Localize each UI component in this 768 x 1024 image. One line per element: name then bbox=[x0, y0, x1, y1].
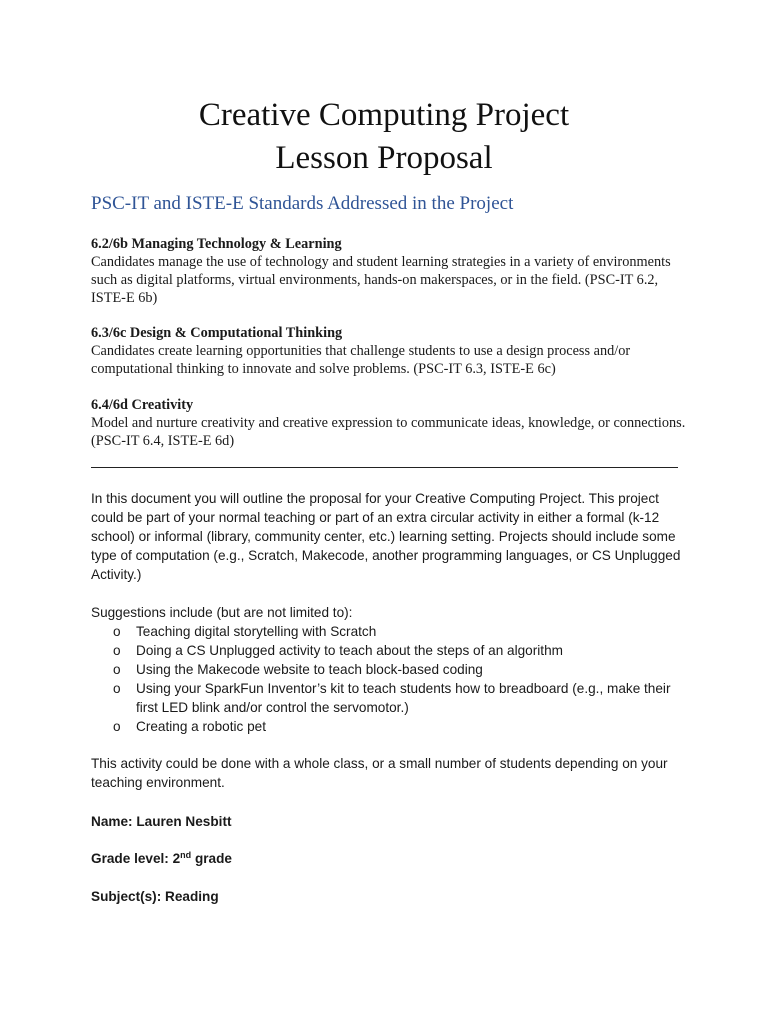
standard-item bbox=[91, 324, 691, 378]
bullet-marker: o bbox=[113, 719, 121, 734]
intro-paragraph: In this document you will outline the proposal for your Creative Computing Project. This project could be part of your normal teaching or part of an extra circular activity in either a formal (k-12 school) or informal (library, community center, etc.) learning setting. Projects should include some type of computation (e.g., Scratch, Makecode, another programming languages, or CS Unplugged Activity.) bbox=[91, 491, 681, 582]
bullet-marker: o bbox=[113, 681, 121, 696]
grade-level-ordinal: nd bbox=[180, 850, 192, 860]
suggestions-lead: Suggestions include (but are not limited to): bbox=[91, 605, 353, 620]
document-title-line-2: Lesson Proposal bbox=[275, 140, 493, 176]
list-item bbox=[91, 660, 691, 679]
horizontal-divider bbox=[91, 467, 678, 468]
list-item-text: Teaching digital storytelling with Scratch bbox=[136, 624, 377, 639]
list-item-text: Creating a robotic pet bbox=[136, 719, 266, 734]
standard-description: Candidates create learning opportunities that challenge students to use a design process and/or computational thinking to innovate and solve problems. (PSC-IT 6.3, ISTE-E 6c) bbox=[91, 343, 631, 377]
standard-description: Model and nurture creativity and creative expression to communicate ideas, knowledge, or connections. (PSC-IT 6.4, ISTE-E 6d) bbox=[91, 415, 686, 449]
document-title-line-1: Creative Computing Project bbox=[198, 97, 570, 133]
list-item bbox=[91, 641, 691, 660]
list-item bbox=[91, 717, 691, 736]
standard-title: 6.2/6b Managing Technology & Learning bbox=[91, 236, 342, 252]
bullet-marker: o bbox=[113, 643, 121, 658]
grade-level-field bbox=[91, 849, 232, 868]
standard-title: 6.3/6c Design & Computational Thinking bbox=[91, 325, 343, 341]
standard-title: 6.4/6d Creativity bbox=[91, 397, 194, 413]
name-field: Name: Lauren Nesbitt bbox=[91, 814, 232, 829]
list-item bbox=[91, 622, 691, 641]
bullet-marker: o bbox=[113, 662, 121, 677]
bullet-marker: o bbox=[113, 624, 121, 639]
standard-description: Candidates manage the use of technology and student learning strategies in a variety of environments such as digital platforms, virtual environments, hands-on makerspaces, or in the field. (PSC-IT 6.2, ISTE-E 6b) bbox=[91, 254, 671, 306]
standard-item bbox=[91, 396, 691, 450]
list-item-text: Using your SparkFun Inventor’s kit to teach students how to breadboard (e.g., make their first LED blink and/or control the servomotor.) bbox=[136, 681, 671, 715]
standards-heading: PSC-IT and ISTE-E Standards Addressed in the Project bbox=[91, 193, 514, 214]
suggestions-list bbox=[91, 622, 691, 736]
grade-level-suffix: grade bbox=[191, 851, 232, 866]
standard-item bbox=[91, 235, 691, 307]
closing-paragraph: This activity could be done with a whole class, or a small number of students depending on your teaching environment. bbox=[91, 756, 668, 790]
list-item-text: Doing a CS Unplugged activity to teach about the steps of an algorithm bbox=[136, 643, 563, 658]
list-item-text: Using the Makecode website to teach block-based coding bbox=[136, 662, 483, 677]
subjects-field: Subject(s): Reading bbox=[91, 889, 219, 904]
list-item bbox=[91, 679, 691, 717]
grade-level-prefix: Grade level: 2 bbox=[91, 851, 181, 866]
